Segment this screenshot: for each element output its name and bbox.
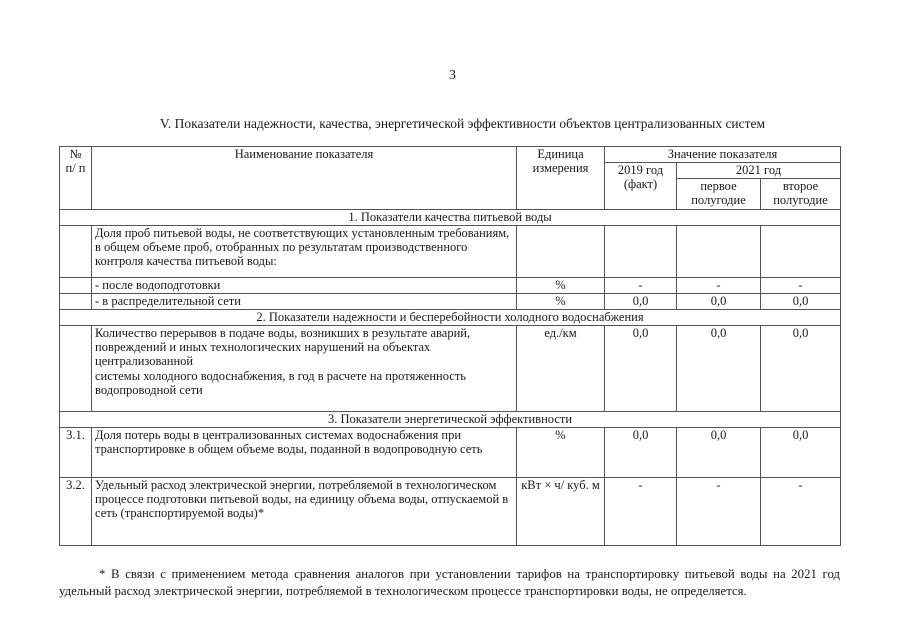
- cell-second-half: 0,0: [761, 428, 841, 478]
- cell-name: - после водоподготовки: [92, 278, 517, 294]
- cell-num: 3.1.: [60, 428, 92, 478]
- table-row: [60, 326, 841, 412]
- cell-unit: кВт × ч/ куб. м: [517, 478, 605, 546]
- cell-first-half: 0,0: [677, 428, 761, 478]
- cell-unit: %: [517, 294, 605, 310]
- header-2019: 2019 год (факт): [605, 163, 677, 210]
- cell-num: [60, 278, 92, 294]
- table-header-row: [60, 147, 841, 163]
- cell-2019: 0,0: [605, 294, 677, 310]
- cell-first-half: -: [677, 478, 761, 546]
- section-title: V. Показатели надежности, качества, энергетической эффективности объектов централизованных систем: [159, 116, 766, 131]
- cell-first-half: [677, 226, 761, 278]
- header-unit: Единица измерения: [517, 147, 605, 210]
- header-second-half: второе полугодие: [761, 179, 841, 210]
- table-row: [60, 478, 841, 546]
- cell-second-half: -: [761, 478, 841, 546]
- cell-first-half: 0,0: [677, 326, 761, 412]
- group-title-1: 1. Показатели качества питьевой воды: [60, 210, 841, 226]
- cell-unit: ед./км: [517, 326, 605, 412]
- page-number: 3: [449, 68, 456, 83]
- table-row: [60, 278, 841, 294]
- footnote: * В связи с применением метода сравнения аналогов при установлении тарифов на транспортировку питьевой воды на 2021 год удельный расход электрической энергии, потребляемой в технологическом процессе транспортировки воды, не определяется.: [59, 567, 840, 598]
- cell-unit: %: [517, 278, 605, 294]
- header-2021: 2021 год: [677, 163, 841, 179]
- cell-name: - в распределительной сети: [92, 294, 517, 310]
- cell-name: Доля проб питьевой воды, не соответствующих установленным требованиям, в общем объеме проб, отобранных по результатам производственного контроля качества питьевой воды:: [92, 226, 517, 278]
- cell-unit: %: [517, 428, 605, 478]
- cell-2019: 0,0: [605, 326, 677, 412]
- header-num: № п/ п: [60, 147, 92, 210]
- cell-2019: -: [605, 278, 677, 294]
- group-row: [60, 310, 841, 326]
- cell-first-half: -: [677, 278, 761, 294]
- cell-2019: [605, 226, 677, 278]
- cell-first-half: 0,0: [677, 294, 761, 310]
- group-title-2: 2. Показатели надежности и бесперебойности холодного водоснабжения: [60, 310, 841, 326]
- cell-name-line: Количество перерывов в подаче воды, возникших в результате аварий, повреждений и иных технологических нарушений на объектах централизованной: [95, 326, 471, 369]
- header-first-half: первое полугодие: [677, 179, 761, 210]
- cell-num: 3.2.: [60, 478, 92, 546]
- cell-2019: 0,0: [605, 428, 677, 478]
- cell-second-half: -: [761, 278, 841, 294]
- cell-second-half: 0,0: [761, 326, 841, 412]
- cell-name: Доля потерь воды в централизованных системах водоснабжения при транспортировке в общем объеме воды, поданной в водопроводную сеть: [92, 428, 517, 478]
- cell-second-half: [761, 226, 841, 278]
- table-row: [60, 226, 841, 278]
- cell-name-line: системы холодного водоснабжения, в год в расчете на протяженность водопроводной сети: [95, 368, 466, 397]
- group-row: [60, 412, 841, 428]
- cell-num: [60, 226, 92, 278]
- table-row: [60, 294, 841, 310]
- cell-num: [60, 294, 92, 310]
- cell-2019: -: [605, 478, 677, 546]
- cell-unit: [517, 226, 605, 278]
- group-title-3: 3. Показатели энергетической эффективности: [60, 412, 841, 428]
- header-value: Значение показателя: [605, 147, 841, 163]
- header-name: Наименование показателя: [92, 147, 517, 210]
- cell-name: Удельный расход электрической энергии, потребляемой в технологическом процессе подготовки питьевой воды, на единицу объема воды, отпускаемой в сеть (транспортируемой воды)*: [92, 478, 517, 546]
- cell-num: [60, 326, 92, 412]
- group-row: [60, 210, 841, 226]
- cell-second-half: 0,0: [761, 294, 841, 310]
- cell-name: [92, 326, 517, 412]
- indicators-table: [59, 146, 841, 546]
- table-row: [60, 428, 841, 478]
